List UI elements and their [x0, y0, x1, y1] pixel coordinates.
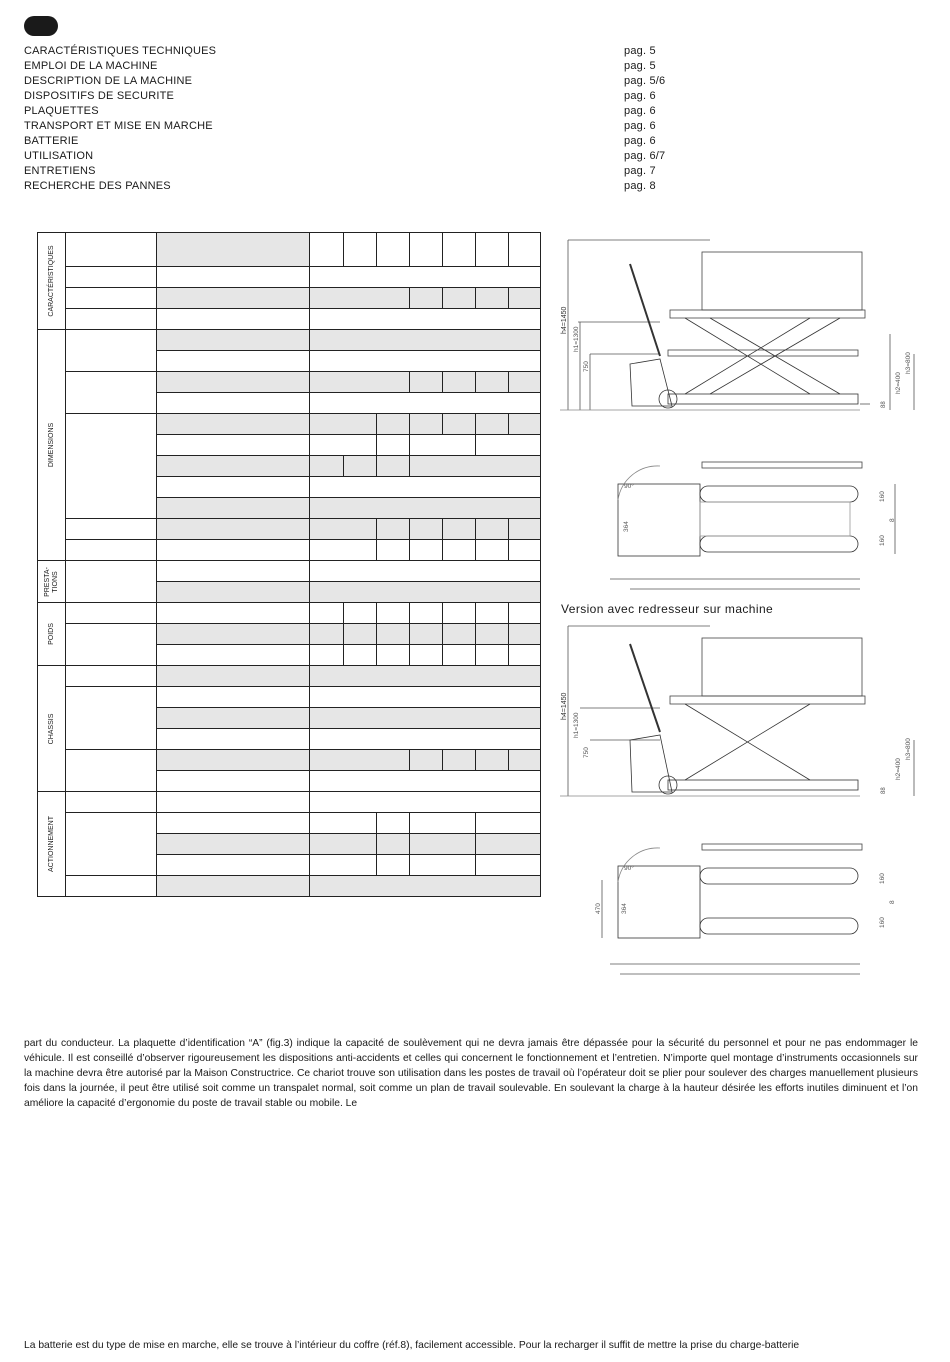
angle-90: 90° — [624, 865, 634, 872]
toc-row[interactable] — [24, 179, 684, 194]
table-row — [38, 813, 541, 834]
chapter-tab — [24, 16, 58, 36]
table-row — [38, 750, 541, 771]
toc-row[interactable] — [24, 59, 684, 74]
table-row — [38, 540, 541, 561]
toc-row[interactable] — [24, 89, 684, 104]
section-dimensions — [38, 330, 66, 561]
section-label: POIDS — [47, 623, 55, 645]
top-view-drawing — [560, 444, 916, 590]
dim-h3: h3=800 — [905, 352, 912, 374]
toc-row[interactable] — [24, 104, 684, 119]
table-row — [38, 876, 541, 897]
toc-page: pag. 5/6 — [624, 75, 666, 87]
table-row — [38, 414, 541, 435]
toc-row[interactable] — [24, 74, 684, 89]
toc-page: pag. 6/7 — [624, 150, 666, 162]
table-row — [38, 792, 541, 813]
dim-160-top: 160 — [879, 491, 886, 502]
version-caption: Version avec redresseur sur machine — [561, 602, 774, 616]
toc-title: RECHERCHE DES PANNES — [24, 180, 171, 192]
side-view-drawing — [560, 234, 916, 434]
toc-row[interactable] — [24, 44, 684, 59]
table-row — [38, 330, 541, 351]
table-row — [38, 666, 541, 687]
toc-row[interactable] — [24, 149, 684, 164]
dim-364: 364 — [621, 903, 628, 914]
angle-90: 90° — [624, 483, 634, 490]
toc-title: PLAQUETTES — [24, 105, 99, 117]
section-poids — [38, 603, 66, 666]
section-label: ACTIONNEMENT — [47, 816, 55, 872]
table-row — [38, 267, 541, 288]
dim-h2: h2=400 — [895, 758, 902, 780]
table-row — [38, 288, 541, 309]
toc-title: UTILISATION — [24, 150, 94, 162]
toc-title: TRANSPORT ET MISE EN MARCHE — [24, 120, 213, 132]
section-label: DIMENSIONS — [47, 422, 55, 468]
table-row — [38, 561, 541, 582]
table-row — [38, 309, 541, 330]
top-view-drawing-variant — [560, 826, 916, 976]
dim-750: 750 — [583, 747, 590, 758]
section-label: PRESTA- TIONS — [43, 566, 59, 597]
dim-470: 470 — [595, 903, 602, 914]
table-row — [38, 624, 541, 645]
dim-h2: h2=400 — [895, 372, 902, 394]
table-row — [38, 233, 541, 267]
toc-row[interactable] — [24, 164, 684, 179]
section-caracteristiques — [38, 233, 66, 330]
table-row — [38, 603, 541, 624]
dim-h1: h1=1300 — [573, 712, 580, 738]
toc-page: pag. 8 — [624, 180, 656, 192]
dim-h4: h4=1450 — [561, 306, 568, 334]
dim-8: 8 — [889, 900, 896, 904]
section-label: CHASSIS — [47, 713, 55, 744]
body-paragraph: part du conducteur. La plaquette d’identification “A” (fig.3) indique la capacité de soulèvement qui ne devra jamais être dépassée pour la sécurité du personnel et pour ne pas endommager le véhicule. Il est conseillé d’observer rigoureusement les dispositions anti-accidents et celles qui concernent le fonctionnement et l’entretien. N’importe quel montage d’instruments occasionnels sur la machine devra être autorisé par la Maison Constructrice. Ce chariot trouve son utilisation dans les postes de travail où l’opérateur doit se plier pour soulever des charges manuellement plusieurs fois dans la journée, il peut être utilisé soit comme un transpalet normal, soit comme un plan de travail soulevable. En soulevant la charge à la hauteur désirée les efforts inutiles diminuent et l’on améliore la capacité d’ergonomie du poste de travail stable ou mobile. Le — [24, 1038, 918, 1110]
toc-page: pag. 6 — [624, 135, 656, 147]
toc-title: DISPOSITIFS DE SECURITE — [24, 90, 175, 102]
toc-title: DESCRIPTION DE LA MACHINE — [24, 75, 193, 87]
dim-h3: h3=800 — [905, 738, 912, 760]
dim-160-bottom: 160 — [879, 917, 886, 928]
dim-364: 364 — [623, 521, 630, 532]
section-chassis — [38, 666, 66, 792]
table-of-contents — [24, 44, 684, 194]
section-label: CARACTÉRISTIQUES — [47, 245, 55, 317]
toc-row[interactable] — [24, 134, 684, 149]
dim-h1: h1=1300 — [573, 326, 580, 352]
toc-page: pag. 6 — [624, 120, 656, 132]
section-prestations — [38, 561, 66, 603]
table-row — [38, 372, 541, 393]
toc-title: EMPLOI DE LA MACHINE — [24, 60, 158, 72]
toc-row[interactable] — [24, 119, 684, 134]
dim-160-top: 160 — [879, 873, 886, 884]
toc-page: pag. 7 — [624, 165, 656, 177]
toc-page: pag. 6 — [624, 105, 656, 117]
section-actionnement — [38, 792, 66, 897]
dim-88: 88 — [881, 787, 887, 794]
toc-page: pag. 5 — [624, 45, 656, 57]
dim-h4: h4=1450 — [561, 692, 568, 720]
toc-title: ENTRETIENS — [24, 165, 96, 177]
toc-title: CARACTÉRISTIQUES TECHNIQUES — [24, 45, 217, 57]
dim-750: 750 — [583, 361, 590, 372]
toc-page: pag. 6 — [624, 90, 656, 102]
toc-title: BATTERIE — [24, 135, 79, 147]
table-row — [38, 687, 541, 708]
dim-160-bottom: 160 — [879, 535, 886, 546]
table-row — [38, 519, 541, 540]
toc-page: pag. 5 — [624, 60, 656, 72]
footer-paragraph: La batterie est du type de mise en marche, elle se trouve à l’intérieur du coffre (réf.8), facilement accessible. Pour la recharger il suffit de mettre la prise du charge-batterie — [24, 1340, 800, 1352]
side-view-drawing-variant — [560, 620, 916, 820]
dim-8: 8 — [889, 518, 896, 522]
dim-88: 88 — [881, 401, 887, 408]
specifications-table — [37, 232, 541, 897]
